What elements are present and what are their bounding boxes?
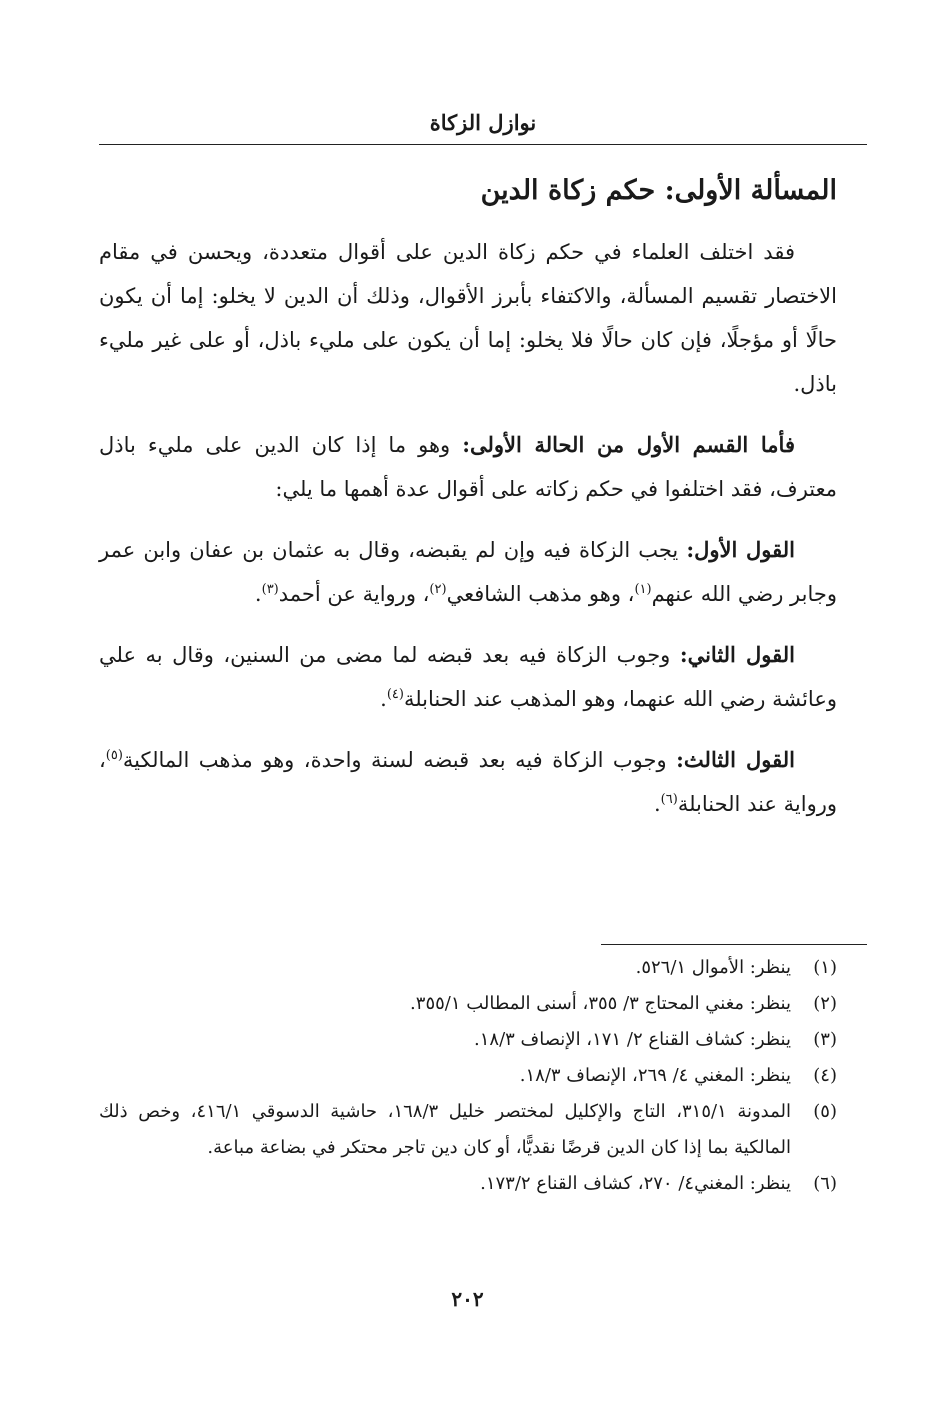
footnote-text: المدونة ٣١٥/١، التاج والإكليل لمختصر خليل ١٦٨/٣، حاشية الدسوقي ٤١٦/١، وخص ذلك المالكية بما إذا كان الدين قرضًا نقديًّا، أو كان دين تاجر محتكر في بضاعة مباعة. [99, 1101, 792, 1158]
footnote-ref-5[interactable]: (٥) [105, 748, 123, 763]
case1-text: وهو ما إذا كان الدين على مليء باذل معترف، فقد اختلفوا في حكم زكاته على أقوال عدة أهمها ما يلي: [99, 433, 837, 501]
footnote-ref-4[interactable]: (٤) [386, 687, 404, 702]
main-text [99, 160, 837, 843]
opinion-3-lead: القول الثالث: [676, 747, 795, 772]
footnote-ref-2[interactable]: (٢) [429, 582, 447, 597]
footnote-ref-3[interactable]: (٣) [261, 582, 279, 597]
footnote-text: ينظر: مغني المحتاج ٣/ ٣٥٥، أسنى المطالب ٣٥٥/١. [410, 993, 791, 1014]
header-rule [99, 144, 867, 145]
intro-text: فقد اختلف العلماء في حكم زكاة الدين على أقوال متعددة، ويحسن في مقام الاختصار تقسيم المسألة، والاكتفاء بأبرز الأقوال، وذلك أن الدين لا يخلو: إما أن يكون حالًا أو مؤجلًا، فإن كان حالًا فلا يخلو: إما أن يكون على مليء باذل، أو على غير مليء باذل. [99, 240, 837, 396]
footnote-ref-6[interactable]: (٦) [660, 792, 678, 807]
opinion-3-text-b: ، ورواية عند الحنابلة [99, 748, 837, 816]
footnote-number: (٤) [813, 1065, 837, 1086]
opinion-1-text-b: ، وهو مذهب الشافعي [446, 582, 635, 606]
opinion-1-text-c: ، ورواية عن أحمد [278, 582, 430, 606]
opinion-3-paragraph [99, 738, 837, 826]
opinion-1-paragraph [99, 528, 837, 616]
footnote [99, 1058, 837, 1094]
footnote-number: (١) [813, 957, 837, 978]
footnote-number: (٢) [813, 993, 837, 1014]
page-number: ٢٠٢ [451, 1287, 484, 1311]
opinion-1-text: يجب الزكاة فيه وإن لم يقبضه، وقال به عثمان بن عفان وابن عمر وجابر رضي الله عنهم [99, 538, 837, 606]
footnote [99, 1022, 837, 1058]
footnote [99, 986, 837, 1022]
footnote [99, 1166, 837, 1202]
footnote-ref-1[interactable]: (١) [634, 582, 652, 597]
case1-lead: فأما القسم الأول من الحالة الأولى: [462, 432, 795, 457]
footnote-text: ينظر: الأموال ٥٢٦/١. [635, 957, 791, 978]
section-title: المسألة الأولى: حكم زكاة الدين [480, 175, 837, 206]
footnote-number: (٦) [813, 1173, 837, 1194]
footnote [99, 1094, 837, 1166]
footnote-text: ينظر: المغني٤/ ٢٧٠، كشاف القناع ١٧٣/٢. [480, 1173, 791, 1194]
footnote-text: ينظر: المغني ٤/ ٢٦٩، الإنصاف ١٨/٣. [519, 1065, 791, 1086]
opinion-3-end: . [653, 792, 661, 816]
opinion-1-lead: القول الأول: [686, 537, 795, 562]
footnote-text: ينظر: كشاف القناع ٢/ ١٧١، الإنصاف ١٨/٣. [474, 1029, 791, 1050]
footnotes-list [99, 950, 837, 1202]
opinion-3-text: وجوب الزكاة فيه بعد قبضه لسنة واحدة، وهو مذهب المالكية [122, 748, 667, 772]
intro-paragraph [99, 230, 837, 406]
running-header: نوازل الزكاة [429, 110, 537, 135]
opinion-1-end: . [254, 582, 262, 606]
footnote [99, 950, 837, 986]
case1-paragraph [99, 423, 837, 511]
footnote-number: (٥) [813, 1101, 837, 1122]
opinion-2-text: وجوب الزكاة فيه بعد قبضه لما مضى من السنين، وقال به علي وعائشة رضي الله عنهما، وهو المذهب عند الحنابلة [99, 643, 837, 711]
footnote-number: (٣) [813, 1029, 837, 1050]
footnote-rule [601, 944, 867, 945]
opinion-2-end: . [380, 687, 387, 711]
opinion-2-paragraph [99, 633, 837, 721]
opinion-2-lead: القول الثاني: [679, 642, 795, 667]
